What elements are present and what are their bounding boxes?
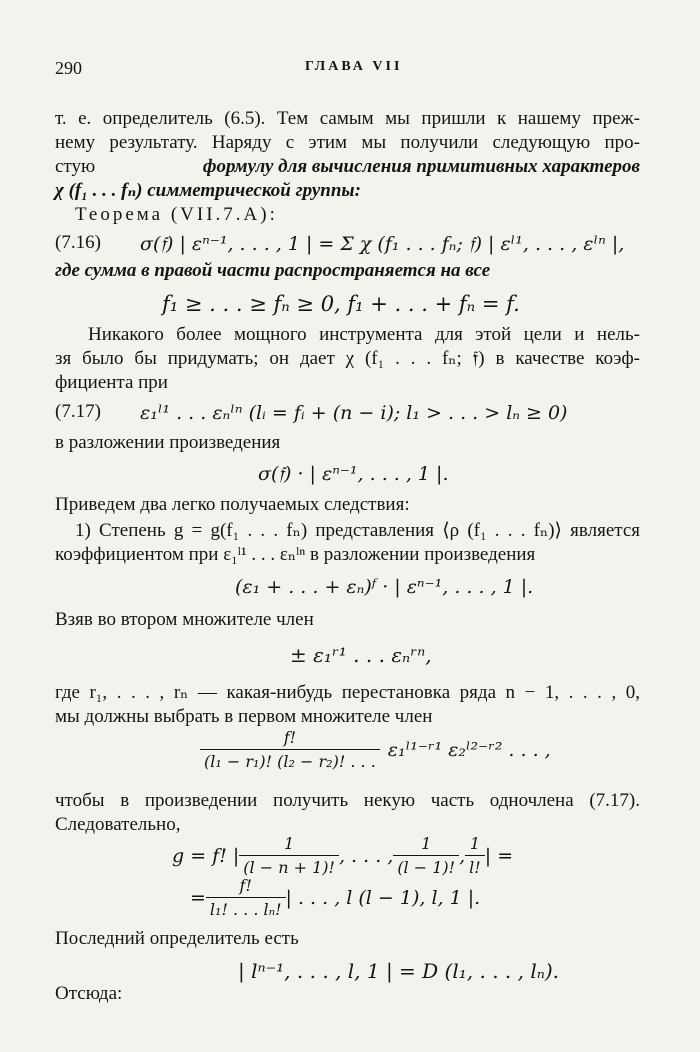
text-fragment: стую xyxy=(55,156,96,177)
formula-fraction-term xyxy=(200,728,551,771)
fraction-numerator: 1 xyxy=(421,834,432,853)
paragraph-line: Отсюда: xyxy=(55,983,123,1004)
equation-number: (7.17) xyxy=(55,401,101,422)
fraction-numerator: f! xyxy=(283,728,297,747)
formula-term: | = xyxy=(484,844,514,867)
paragraph-line: т. е. определитель (6.5). Тем самым мы пришли к нашему преж- xyxy=(55,108,640,129)
paragraph-line: коэффициентом при ε₁ˡ¹ . . . εₙˡⁿ в разложении произведения xyxy=(55,544,536,565)
formula-condition: f₁ ≥ . . . ≥ fₙ ≥ 0, f₁ + . . . + fₙ = f. xyxy=(162,292,520,316)
formula-degree-continued xyxy=(190,876,480,919)
formula-term: , . . . , xyxy=(338,844,394,867)
page-number: 290 xyxy=(55,58,82,78)
paragraph-line: в разложении произведения xyxy=(55,432,281,453)
formula-term: = xyxy=(190,886,206,909)
formula-degree xyxy=(172,834,513,877)
formula-7-17: ε₁ˡ¹ . . . εₙˡⁿ (lᵢ = fᵢ + (n − i); l₁ > . . . > lₙ ≥ 0) xyxy=(140,402,568,424)
fraction-denominator: l! xyxy=(465,855,485,877)
paragraph-line: нему результату. Наряду с этим мы получили следующую про- xyxy=(55,132,640,153)
fraction xyxy=(465,834,485,877)
fraction-numerator: f! xyxy=(239,876,252,895)
formula-term: , xyxy=(459,844,466,867)
fraction-denominator: (l₁ − r₁)! (l₂ − r₂)! . . . xyxy=(200,749,380,771)
fraction-numerator: 1 xyxy=(284,834,295,853)
equation-number: (7.16) xyxy=(55,232,101,253)
formula: σ(𝔣) · | εⁿ⁻¹, . . . , 1 |. xyxy=(258,463,449,485)
formula-term: | . . . , l (l − 1), l, 1 |. xyxy=(285,886,481,909)
paragraph-line: 1) Степень g = g(f₁ . . . fₙ) представления ⟨ρ (f₁ . . . fₙ)⟩ является xyxy=(75,520,640,541)
paragraph-line: где r₁, . . . , rₙ — какая-нибудь перестановка ряда n − 1, . . . , 0, xyxy=(55,682,640,703)
emphasized-text: где сумма в правой части распространяется на все xyxy=(55,260,491,281)
fraction xyxy=(239,834,339,877)
fraction xyxy=(200,728,380,771)
paragraph-line: Последний определитель есть xyxy=(55,928,299,949)
paragraph-line: фициента при xyxy=(55,372,168,393)
formula: | lⁿ⁻¹, . . . , l, 1 | = D (l₁, . . . , lₙ). xyxy=(238,959,559,983)
paragraph-line: Следовательно, xyxy=(55,814,181,835)
fraction xyxy=(206,876,286,919)
paragraph-line: чтобы в произведении получить некую часть одночлена (7.17). xyxy=(55,790,640,811)
paragraph-line: мы должны выбрать в первом множителе член xyxy=(55,706,433,727)
paragraph-line: Приведем два легко получаемых следствия: xyxy=(55,494,410,515)
formula-term: ε₁ˡ¹⁻ʳ¹ ε₂ˡ²⁻ʳ² . . . , xyxy=(387,738,551,761)
emphasized-text: формулу для вычисления примитивных характеров xyxy=(202,156,640,177)
fraction-denominator: (l − n + 1)! xyxy=(239,855,339,877)
fraction xyxy=(393,834,459,877)
paragraph-line: Взяв во втором множителе член xyxy=(55,609,314,630)
emphasized-text: χ (f₁ . . . fₙ) симметрической группы: xyxy=(55,180,361,201)
fraction-denominator: (l − 1)! xyxy=(393,855,459,877)
formula: ± ε₁ʳ¹ . . . εₙʳⁿ, xyxy=(290,643,432,667)
paragraph-line: зя было бы придумать; он дает χ (f₁ . . . fₙ; 𝔣) в качестве коэф- xyxy=(55,348,640,369)
formula: (ε₁ + . . . + εₙ)ᶠ · | εⁿ⁻¹, . . . , 1 |. xyxy=(235,576,534,598)
paragraph-line: Никакого более мощного инструмента для этой цели и нель- xyxy=(88,324,640,345)
fraction-numerator: 1 xyxy=(469,834,481,853)
formula-term: g = f! | xyxy=(172,844,240,867)
fraction-denominator: l₁! . . . lₙ! xyxy=(206,897,286,919)
paragraph-line xyxy=(55,157,640,176)
formula-7-16: σ(𝔣) | εⁿ⁻¹, . . . , 1 | = Σ χ (f₁ . . . fₙ; 𝔣) | εˡ¹, . . . , εˡⁿ |, xyxy=(140,233,625,255)
theorem-label: Теорема (VII.7.A): xyxy=(75,204,278,225)
chapter-heading: ГЛАВА VII xyxy=(305,59,403,74)
